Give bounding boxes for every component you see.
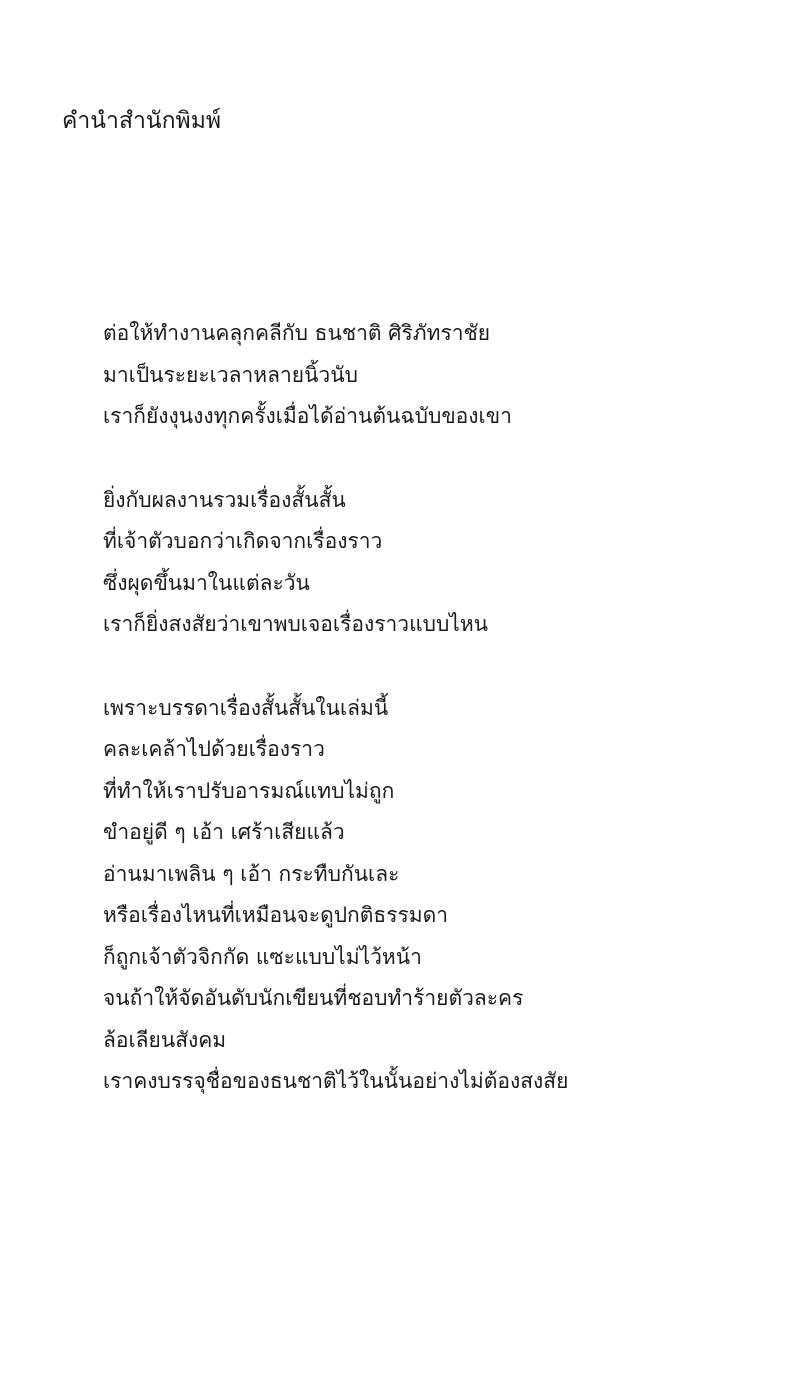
- preface-body: [103, 313, 763, 1145]
- text-line: ต่อให้ทำงานคลุกคลีกับ ธนชาติ ศิริภัทราชัย: [103, 321, 491, 345]
- page-title: คำนำสำนักพิมพ์: [62, 108, 222, 134]
- text-line: ล้อเลียนสังคม: [103, 1027, 227, 1052]
- text-line: คละเคล้าไปด้วยเรื่องราว: [103, 737, 325, 761]
- text-line: มาเป็นระยะเวลาหลายนิ้วนับ: [103, 362, 358, 387]
- stanza-1: [103, 313, 763, 438]
- text-line: เราก็ยังงุนงงทุกครั้งเมื่อได้อ่านต้นฉบับของเขา: [103, 404, 512, 428]
- text-line: ก็ถูกเจ้าตัวจิกกัด แซะแบบไม่ไว้หน้า: [103, 944, 422, 969]
- stanza-2: [103, 480, 763, 646]
- text-line: หรือเรื่องไหนที่เหมือนจะดูปกติธรรมดา: [103, 903, 449, 927]
- text-line: ที่เจ้าตัวบอกว่าเกิดจากเรื่องราว: [103, 529, 383, 553]
- text-line: เราคงบรรจุชื่อของธนชาติไว้ในนั้นอย่างไม่ต้องสงสัย: [103, 1069, 569, 1093]
- stanza-3: [103, 688, 763, 1103]
- text-line: อ่านมาเพลิน ๆ เอ้า กระทืบกันเละ: [103, 861, 400, 886]
- text-line: เราก็ยิ่งสงสัยว่าเขาพบเจอเรื่องราวแบบไหน: [103, 612, 489, 636]
- text-line: ซึ่งผุดขึ้นมาในแต่ละวัน: [103, 570, 310, 595]
- text-line: ที่ทำให้เราปรับอารมณ์แทบไม่ถูก: [103, 778, 395, 803]
- text-line: จนถ้าให้จัดอันดับนักเขียนที่ชอบทำร้ายตัวละคร: [103, 986, 524, 1010]
- text-line: ยิ่งกับผลงานรวมเรื่องสั้นสั้น: [103, 487, 346, 512]
- text-line: ขำอยู่ดี ๆ เอ้า เศร้าเสียแล้ว: [103, 820, 345, 844]
- text-line: เพราะบรรดาเรื่องสั้นสั้นในเล่มนี้: [103, 695, 389, 720]
